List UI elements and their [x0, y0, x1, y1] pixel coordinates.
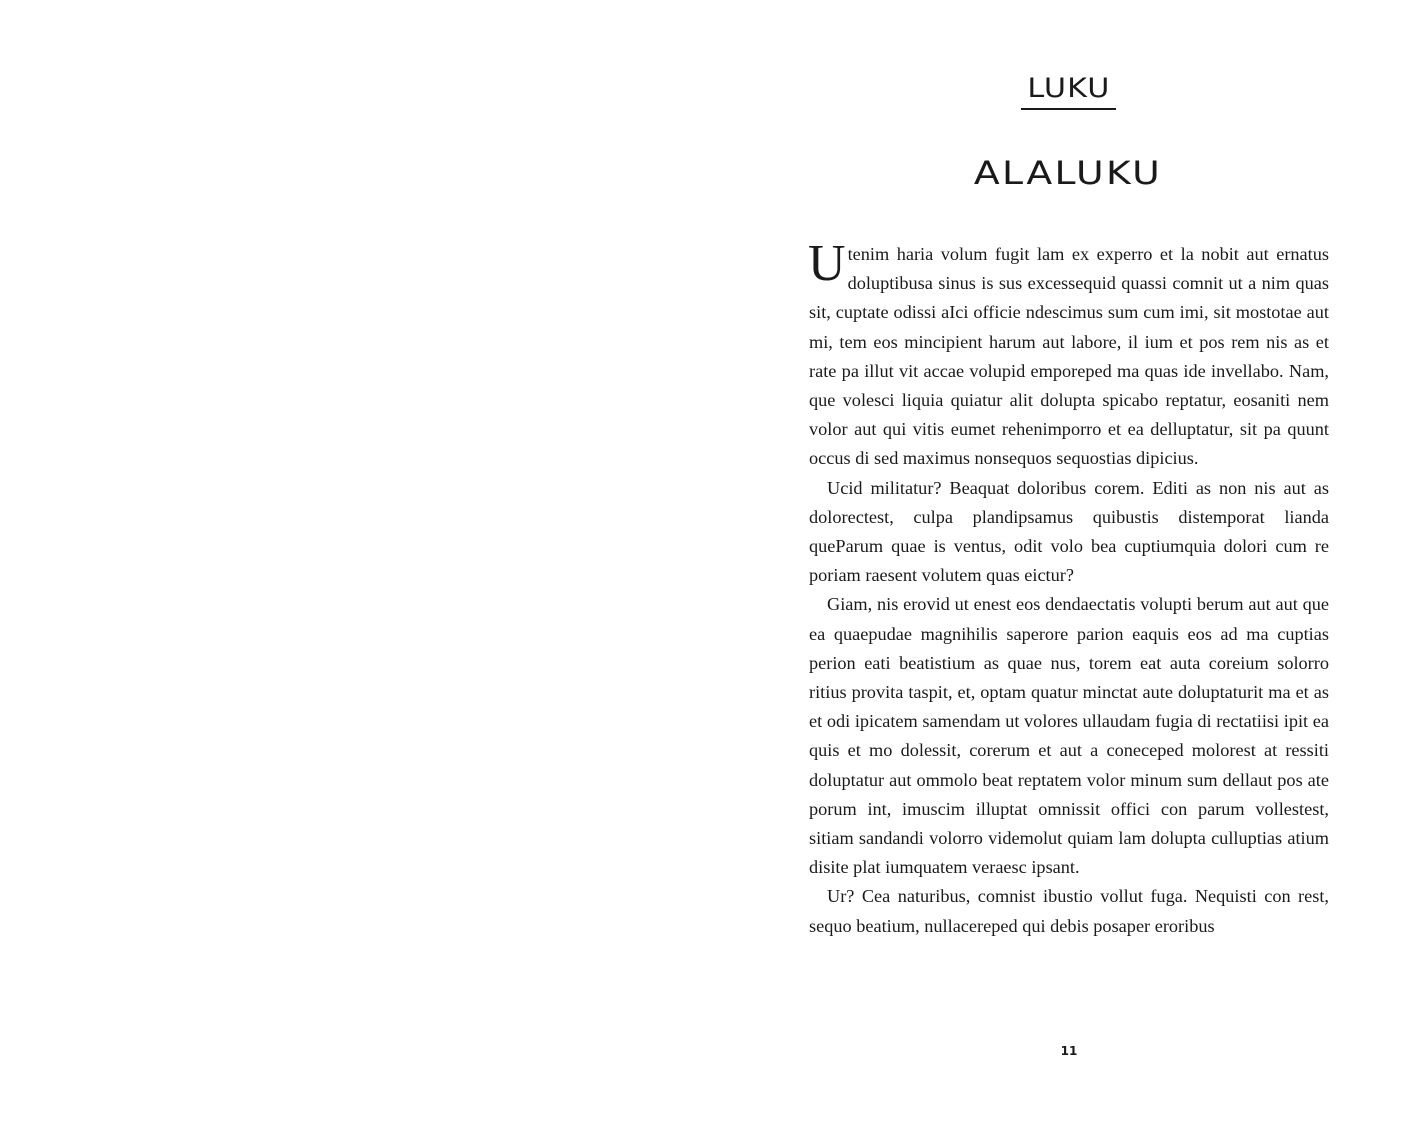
chapter-label-underline [1021, 108, 1116, 110]
chapter-label: LUKU [1027, 73, 1111, 104]
paragraph-1 [808, 235, 1329, 474]
body-text [808, 235, 1329, 941]
drop-cap: U [808, 235, 846, 292]
paragraph-3: Giam, nis erovid ut enest eos dendaectatis volupti berum aut aut que ea quaepudae magnihilis saperore parion eaquis eos ad ma cuptias perion eati beatistium as quae nus, torem eat auta coreium solorro ritius provita taspit, et, optam quatur minctat aute doluptaturit ma et as et odi ipicatem samendam ut volores ullaudam fugia di rectatiisi ipit ea quis et mo dolessit, corerum et aut a coneceped molorest at ressiti doluptatur aut ommolo beat reptatem volor minum sum dellaut pos ate porum int, imuscim illuptat omnissit offici con parum vollestest, sitiam sandandi volorro videmolut quiam lam dolupta culluptias atium disite plat iumquatem veraesc ipsant. [809, 594, 1329, 878]
chapter-title: ALALUKU [973, 154, 1163, 192]
paragraph-2: Ucid militatur? Beaquat doloribus corem. Editi as non nis aut as dolorectest, culpa plandipsamus quibustis distemporat lianda queParum quae is ventus, odit volo bea cuptiumquia dolori cum re poriam raesent volutem quas eictur? [809, 477, 1329, 586]
paragraph-4: Ur? Cea naturibus, comnist ibustio vollut fuga. Nequisti con rest, sequo beatium, nullacereped qui debis posaper eroribus [809, 886, 1329, 936]
paragraph-1-text: tenim haria volum fugit lam ex experro et la nobit aut ernatus doluptibusa sinus is sus excessequid quassi comnit ut a nim quas sit, cuptate odissi aIci officie ndescimus sum cum imi, sit mostotae aut mi, tem eos mincipient harum aut labore, il ium et pos rem nis as et rate pa illut vit accae volupid emporeped ma quas ide invellabo. Nam, que volesci liquia quiatur alit dolupta spicabo reptatur, eosaniti nem volor aut qui vitis eumet rehenimporro et ea delluptatur, sit pa quunt occus di sed maximus nonsequos sequostias dipicius. [809, 244, 1329, 469]
left-page-blank [0, 0, 708, 1122]
page-number: 11 [1060, 1044, 1078, 1058]
